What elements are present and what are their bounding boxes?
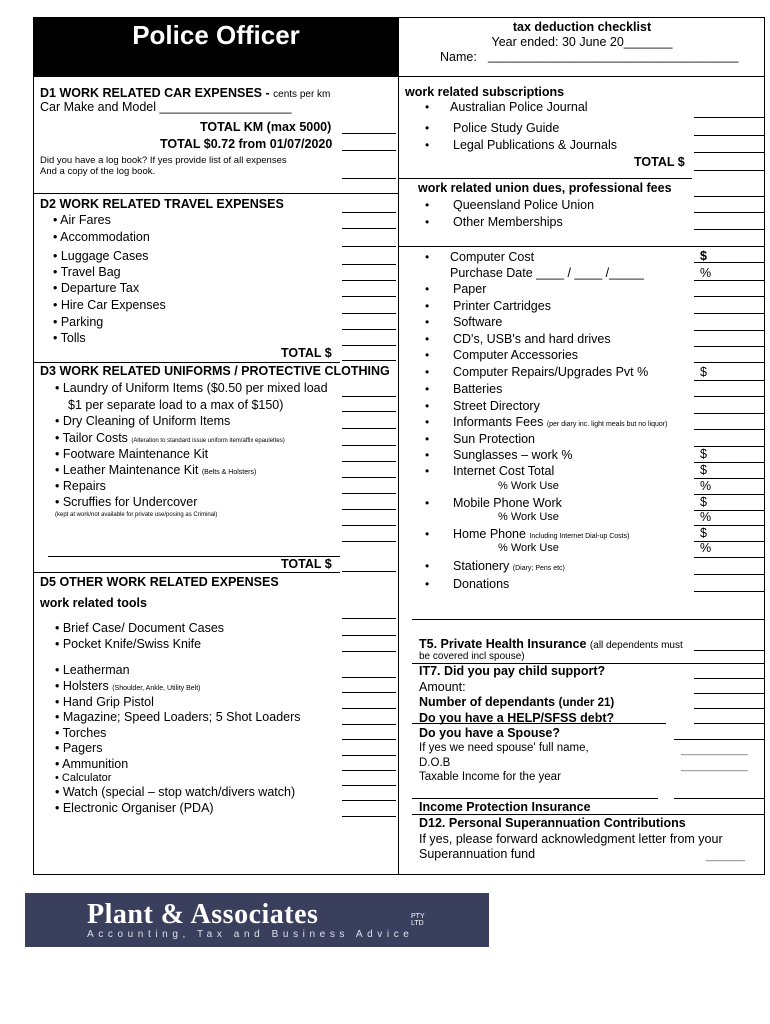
- stationery-item: Stationery (Diary; Pens etc): [453, 559, 565, 573]
- name-label: Name:: [440, 50, 477, 64]
- logo-name: Plant & Associates: [87, 899, 319, 930]
- tailor-item: • Tailor Costs (Alteration to standard issue uniform item/affix epaulettes): [55, 431, 285, 445]
- mobile-percent: %: [700, 510, 712, 524]
- entry-line[interactable]: [694, 429, 764, 430]
- entry-line[interactable]: [694, 591, 764, 592]
- laundry-item: • Laundry of Uniform Items ($0.50 per mixed load: [55, 381, 328, 395]
- computer-item: Printer Cartridges: [453, 299, 551, 313]
- home-phone-percent: %: [700, 541, 712, 555]
- entry-line[interactable]: [694, 650, 764, 651]
- scruffies-note: (kept at work/not available for private use/posing as Criminal): [55, 512, 218, 518]
- mobile-item: Mobile Phone Work: [453, 496, 562, 510]
- internet-work-use: % Work Use: [498, 480, 559, 492]
- bullet: •: [425, 299, 430, 313]
- entry-line[interactable]: [342, 509, 396, 510]
- d2-item: • Air Fares: [53, 213, 111, 227]
- donations-item: Donations: [453, 577, 510, 591]
- d5-item: • Magazine; Speed Loaders; 5 Shot Loaders: [55, 710, 301, 724]
- car-make-field[interactable]: Car Make and Model ___________________: [40, 100, 292, 114]
- computer-item: Batteries: [453, 382, 503, 396]
- entry-line[interactable]: [694, 135, 764, 136]
- entry-line[interactable]: [694, 229, 764, 230]
- entry-line[interactable]: [342, 724, 396, 725]
- entry-line[interactable]: [342, 770, 396, 771]
- bullet: •: [425, 448, 430, 462]
- help-rule: [412, 723, 666, 724]
- entry-line[interactable]: [342, 635, 396, 636]
- name-field[interactable]: ____________________________________: [488, 49, 739, 63]
- dry-cleaning-item: • Dry Cleaning of Uniform Items: [55, 414, 231, 428]
- bullet: •: [425, 559, 430, 573]
- purchase-date-field[interactable]: Purchase Date ____ / ____ /_____: [450, 266, 644, 280]
- d2-item: • Travel Bag: [53, 265, 121, 279]
- entry-line[interactable]: [694, 262, 764, 263]
- d3-heading: D3 WORK RELATED UNIFORMS / PROTECTIVE CLOTHING: [40, 364, 390, 378]
- mobile-dollar: $: [700, 495, 707, 509]
- bullet: •: [425, 496, 430, 510]
- sunglasses-dollar: $: [700, 447, 707, 461]
- entry-line[interactable]: [694, 693, 764, 694]
- entry-line[interactable]: [342, 296, 396, 297]
- computer-item: Street Directory: [453, 399, 540, 413]
- bullet: •: [425, 399, 430, 413]
- entry-line[interactable]: [342, 541, 396, 542]
- entry-line[interactable]: [694, 678, 764, 679]
- d12-field[interactable]: _______: [706, 851, 745, 862]
- entry-line[interactable]: [342, 816, 396, 817]
- d2-item: • Luggage Cases: [53, 249, 149, 263]
- d3-total-line[interactable]: [342, 571, 396, 572]
- total-rate-label: TOTAL $0.72 from 01/07/2020: [160, 137, 333, 151]
- bullet: •: [425, 138, 430, 152]
- entry-line[interactable]: [694, 346, 764, 347]
- d5-subheading: work related tools: [40, 596, 147, 610]
- t5-note: be covered incl spouse): [419, 651, 525, 662]
- amount-label: Amount:: [419, 680, 466, 694]
- entry-line[interactable]: [342, 677, 396, 678]
- bullet: •: [425, 527, 430, 541]
- total-km-line[interactable]: [342, 133, 396, 134]
- subs-item: Australian Police Journal: [450, 100, 588, 114]
- footware-item: • Footware Maintenance Kit: [55, 447, 209, 461]
- spouse-name-label: If yes we need spouse' full name,: [419, 742, 589, 754]
- bullet: •: [425, 365, 430, 379]
- d2-total: TOTAL $: [281, 346, 332, 360]
- logo-tagline: Accounting, Tax and Business Advice: [87, 929, 414, 940]
- d5-heading: D5 OTHER WORK RELATED EXPENSES: [40, 575, 279, 589]
- internet-item: Internet Cost Total: [453, 464, 555, 478]
- d2-total-line[interactable]: [342, 360, 396, 361]
- d2-item: • Accommodation: [53, 230, 150, 244]
- bullet: •: [425, 315, 430, 329]
- entry-line[interactable]: [342, 329, 396, 330]
- entry-line[interactable]: [694, 510, 764, 511]
- mobile-work-use: % Work Use: [498, 511, 559, 523]
- entry-line[interactable]: [674, 739, 764, 740]
- computer-cost-dollar: $: [700, 249, 707, 263]
- repairs-item: • Repairs: [55, 479, 106, 493]
- entry-line[interactable]: [342, 651, 396, 652]
- entry-line[interactable]: [342, 445, 396, 446]
- computer-item: Paper: [453, 282, 487, 296]
- d5-item: • Pagers: [55, 741, 103, 755]
- ip-divider: [412, 814, 764, 815]
- entry-line[interactable]: [694, 446, 764, 447]
- bullet: •: [425, 382, 430, 396]
- entry-line[interactable]: [694, 196, 764, 197]
- d12-text-2: Superannuation fund: [419, 847, 536, 861]
- entry-line[interactable]: [342, 755, 396, 756]
- computer-cost: Computer Cost: [450, 250, 535, 264]
- bullet: •: [425, 464, 430, 478]
- d5-item: • Brief Case/ Document Cases: [55, 621, 225, 635]
- d5-item: • Hand Grip Pistol: [55, 695, 154, 709]
- watch-item: • Watch (special – stop watch/divers watch): [55, 785, 296, 799]
- d5-item: • Torches: [55, 726, 107, 740]
- union-item: Other Memberships: [453, 215, 563, 229]
- holsters-item: • Holsters (Shoulder, Ankle, Utility Belt): [55, 679, 201, 693]
- spouse-name-field[interactable]: ____________: [681, 745, 748, 756]
- internet-dollar: $: [700, 463, 707, 477]
- header-divider: [34, 76, 765, 77]
- d3-divider: [34, 572, 340, 573]
- d1-divider: [34, 193, 398, 194]
- taxable-income-label: Taxable Income for the year: [419, 771, 561, 783]
- entry-line[interactable]: [342, 345, 396, 346]
- entry-line[interactable]: [342, 428, 396, 429]
- entry-line[interactable]: [694, 708, 764, 709]
- entry-line[interactable]: [694, 541, 764, 542]
- entry-line[interactable]: [694, 525, 764, 526]
- entry-line[interactable]: [342, 212, 396, 213]
- dependants-label: Number of dependants (under 21): [419, 695, 615, 709]
- computer-item: Software: [453, 315, 503, 329]
- home-phone-dollar: $: [700, 526, 707, 540]
- dob-label: D.O.B: [419, 757, 451, 769]
- entry-line[interactable]: [694, 330, 764, 331]
- computer-item: Computer Accessories: [453, 348, 579, 362]
- entry-line[interactable]: [694, 574, 764, 575]
- union-item: Queensland Police Union: [453, 198, 595, 212]
- home-phone-item: Home Phone Including Internet Dial-up Costs): [453, 527, 630, 541]
- entry-line[interactable]: [342, 280, 396, 281]
- subs-item: Police Study Guide: [453, 121, 560, 135]
- entry-line[interactable]: [694, 413, 764, 414]
- entry-line[interactable]: [694, 212, 764, 213]
- entry-line[interactable]: [342, 800, 396, 801]
- d2-item: • Tolls: [53, 331, 86, 345]
- internet-percent: %: [700, 479, 712, 493]
- subs-total: TOTAL $: [634, 155, 685, 169]
- entry-line[interactable]: [694, 478, 764, 479]
- d2-item: • Hire Car Expenses: [53, 298, 166, 312]
- entry-line[interactable]: [342, 692, 396, 693]
- checklist-title: tax deduction checklist: [512, 20, 652, 34]
- it7-question: IT7. Did you pay child support?: [419, 664, 606, 678]
- entry-line[interactable]: [342, 477, 396, 478]
- donations-divider: [412, 619, 764, 620]
- entry-line[interactable]: [342, 708, 396, 709]
- leather-item: • Leather Maintenance Kit (Belts & Holsters): [55, 463, 257, 477]
- entry-line[interactable]: [694, 494, 764, 495]
- total-rate-line[interactable]: [342, 150, 396, 151]
- bullet: •: [425, 282, 430, 296]
- d2-item: • Parking: [53, 315, 104, 329]
- d3-total: TOTAL $: [281, 557, 332, 571]
- logo-pty: PTY LTD: [411, 913, 425, 927]
- company-logo: [25, 893, 489, 947]
- bullet: •: [425, 332, 430, 346]
- d12-heading: D12. Personal Superannuation Contributions: [419, 816, 686, 830]
- entry-line[interactable]: [342, 493, 396, 494]
- entry-line[interactable]: [674, 798, 764, 799]
- help-question: Do you have a HELP/SFSS debt?: [419, 711, 615, 725]
- union-heading: work related union dues, professional fees: [418, 181, 672, 195]
- entry-line[interactable]: [694, 380, 764, 381]
- d5-item: • Pocket Knife/Swiss Knife: [55, 637, 202, 651]
- scruffies-item: • Scruffies for Undercover: [55, 495, 198, 509]
- total-km-label: TOTAL KM (max 5000): [200, 120, 332, 134]
- entry-line[interactable]: [694, 280, 764, 281]
- d5-item: • Ammunition: [55, 757, 129, 771]
- dob-field[interactable]: ____________: [681, 761, 748, 772]
- entry-line[interactable]: [342, 525, 396, 526]
- entry-line[interactable]: [694, 723, 764, 724]
- d12-text-1: If yes, please forward acknowledgment letter from your: [419, 832, 723, 846]
- entry-line[interactable]: [342, 785, 396, 786]
- bullet: •: [425, 415, 430, 429]
- t5-heading: T5. Private Health Insurance (all dependents must: [419, 637, 683, 651]
- bullet: •: [425, 348, 430, 362]
- d2-divider: [34, 362, 340, 363]
- bullet: •: [425, 198, 430, 212]
- repairs-dollar: $: [700, 365, 707, 379]
- laundry-item-cont: $1 per separate load to a max of $150): [68, 398, 284, 412]
- bullet: •: [425, 577, 430, 591]
- subs-heading: work related subscriptions: [405, 85, 565, 99]
- union-divider: [399, 246, 765, 247]
- bullet: •: [425, 432, 430, 446]
- computer-item: Computer Repairs/Upgrades Pvt %: [453, 365, 649, 379]
- bullet: •: [425, 215, 430, 229]
- d1-heading: D1 WORK RELATED CAR EXPENSES - cents per km: [40, 86, 331, 100]
- year-ended: Year ended: 30 June 20_______: [491, 35, 673, 49]
- entry-line[interactable]: [342, 461, 396, 462]
- entry-line[interactable]: [694, 296, 764, 297]
- entry-line[interactable]: [694, 152, 764, 153]
- subs-divider: [399, 178, 692, 179]
- entry-line[interactable]: [694, 557, 764, 558]
- taxable-rule: [412, 798, 658, 799]
- entry-line[interactable]: [342, 228, 396, 229]
- entry-line[interactable]: [342, 411, 396, 412]
- entry-line[interactable]: [694, 362, 764, 363]
- entry-line[interactable]: [694, 117, 764, 118]
- sunglasses-item: Sunglasses – work %: [453, 448, 573, 462]
- d2-item: • Departure Tax: [53, 281, 140, 295]
- entry-line[interactable]: [694, 462, 764, 463]
- computer-percent: %: [700, 266, 712, 280]
- entry-line[interactable]: [342, 264, 396, 265]
- entry-line[interactable]: [342, 313, 396, 314]
- home-phone-work-use: % Work Use: [498, 542, 559, 554]
- entry-line[interactable]: [342, 739, 396, 740]
- entry-line[interactable]: [694, 313, 764, 314]
- organiser-item: • Electronic Organiser (PDA): [55, 801, 214, 815]
- bullet: •: [425, 100, 430, 114]
- calculator-item: • Calculator: [55, 772, 112, 784]
- entry-line[interactable]: [342, 246, 396, 247]
- page-title: Police Officer: [132, 20, 300, 50]
- d2-heading: D2 WORK RELATED TRAVEL EXPENSES: [40, 197, 284, 211]
- entry-line[interactable]: [694, 170, 764, 171]
- bullet: •: [425, 121, 430, 135]
- sun-protection-item: Sun Protection: [453, 432, 535, 446]
- logbook-line[interactable]: [342, 178, 396, 179]
- entry-line[interactable]: [694, 396, 764, 397]
- column-divider: [398, 17, 399, 875]
- d5-item: • Leatherman: [55, 663, 130, 677]
- entry-line[interactable]: [342, 618, 396, 619]
- entry-line[interactable]: [342, 396, 396, 397]
- informants-item: Informants Fees (per diary inc. light meals but no liquor): [453, 415, 668, 429]
- subs-item: Legal Publications & Journals: [453, 138, 617, 152]
- logbook-note-2: And a copy of the log book.: [40, 166, 156, 177]
- logbook-note-1: Did you have a log book? If yes provide list of all expenses: [40, 155, 287, 166]
- computer-item: CD's, USB's and hard drives: [453, 332, 611, 346]
- spouse-question: Do you have a Spouse?: [419, 726, 561, 740]
- bullet: •: [425, 250, 430, 264]
- ip-label: Income Protection Insurance: [419, 800, 591, 814]
